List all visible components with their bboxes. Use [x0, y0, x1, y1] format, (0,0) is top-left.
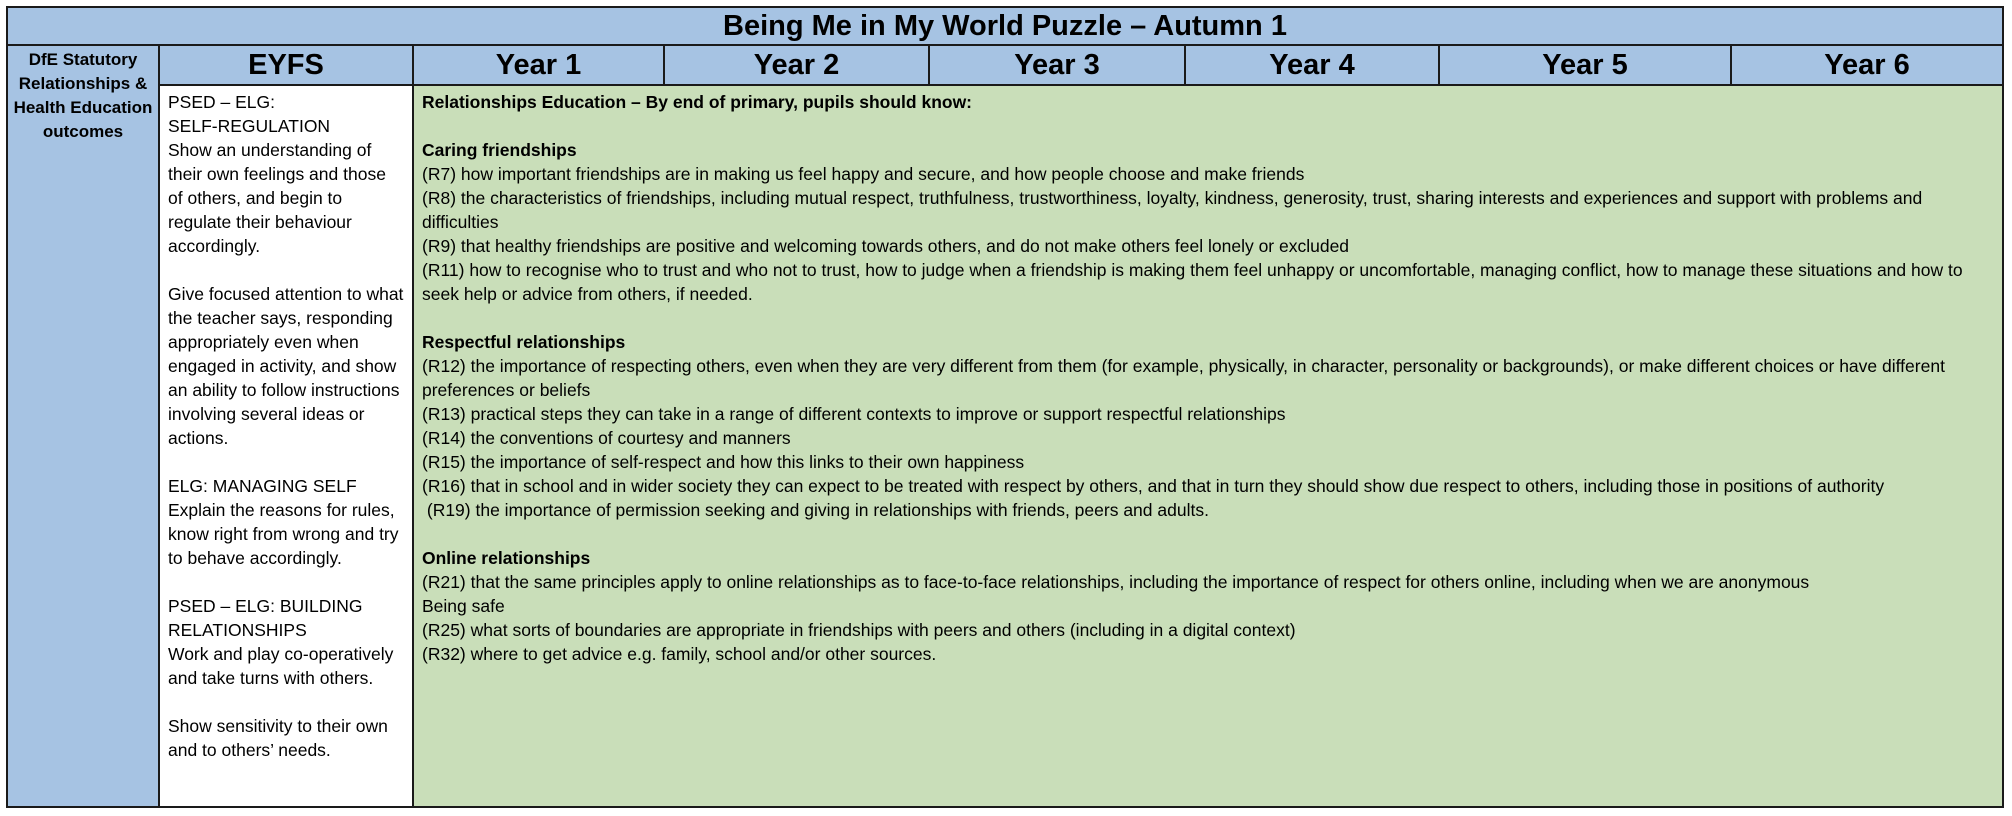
outcome-line: Being safe [422, 596, 505, 616]
outcome-line: (R21) that the same principles apply to online relationships as to face-to-face relationships, including the importance of respect for others online, including when we are anonymous [422, 572, 1810, 592]
header-year-2: Year 2 [665, 46, 930, 86]
outcome-line: (R12) the importance of respecting others, even when they are very different from them (for example, physically, in character, personality or backgrounds), or make different choices or have different preferences or beliefs [422, 356, 1945, 400]
header-year-5: Year 5 [1440, 46, 1732, 86]
section-caring-friendships [422, 138, 1994, 306]
outcome-line: (R8) the characteristics of friendships, including mutual respect, truthfulness, trustworthiness, loyalty, kindness, generosity, trust, sharing interests and experiences and support with problems and difficulties [422, 188, 1923, 232]
outcome-line: (R32) where to get advice e.g. family, school and/or other sources. [422, 644, 937, 664]
outcome-line: (R9) that healthy friendships are positive and welcoming towards others, and do not make others feel lonely or excluded [422, 236, 1350, 256]
eyfs-paragraph: ELG: MANAGING SELF Explain the reasons for rules, know right from wrong and try to behave accordingly. [168, 476, 399, 568]
dfe-outcomes-label: DfE Statutory Relationships & Health Education outcomes [8, 46, 160, 806]
outcome-line: (R11) how to recognise who to trust and who not to trust, how to judge when a friendship is making them feel unhappy or uncomfortable, managing conflict, how to manage these situations and how to seek help or advice from others, if needed. [422, 260, 1963, 304]
section-heading: Caring friendships [422, 140, 577, 160]
eyfs-paragraph: PSED – ELG: BUILDING RELATIONSHIPS Work and play co-operatively and take turns with others. [168, 596, 394, 688]
eyfs-content [160, 86, 414, 806]
eyfs-paragraph: Give focused attention to what the teacher says, responding appropriately even when engaged in activity, and show an ability to follow instructions involving several ideas or actions. [168, 284, 404, 448]
section-respectful-relationships [422, 330, 1994, 522]
header-year-3: Year 3 [930, 46, 1186, 86]
page-title: Being Me in My World Puzzle – Autumn 1 [8, 8, 2002, 46]
header-year-6: Year 6 [1732, 46, 2002, 86]
curriculum-table [6, 6, 2004, 808]
outcome-line: (R14) the conventions of courtesy and manners [422, 428, 791, 448]
section-heading: Online relationships [422, 548, 591, 568]
section-heading: Respectful relationships [422, 332, 626, 352]
outcome-line: (R7) how important friendships are in making us feel happy and secure, and how people choose and make friends [422, 164, 1305, 184]
header-year-1: Year 1 [414, 46, 665, 86]
outcome-line: (R15) the importance of self-respect and how this links to their own happiness [422, 452, 1025, 472]
outcome-line: (R16) that in school and in wider society they can expect to be treated with respect by others, and that in turn they should show due respect to others, including those in positions of authority [422, 476, 1885, 496]
outcome-line: (R13) practical steps they can take in a range of different contexts to improve or support respectful relationships [422, 404, 1286, 424]
relationships-education-content [414, 86, 2002, 806]
rse-intro: Relationships Education – By end of primary, pupils should know: [422, 92, 973, 112]
eyfs-paragraph: PSED – ELG: SELF-REGULATION Show an understanding of their own feelings and those of others, and begin to regulate their behaviour accordingly. [168, 92, 386, 256]
section-online-relationships [422, 546, 1994, 666]
eyfs-paragraph: Show sensitivity to their own and to others’ needs. [168, 716, 388, 760]
outcome-line: (R19) the importance of permission seeking and giving in relationships with friends, peers and adults. [422, 500, 1209, 520]
header-year-4: Year 4 [1186, 46, 1440, 86]
header-eyfs: EYFS [160, 46, 414, 86]
outcome-line: (R25) what sorts of boundaries are appropriate in friendships with peers and others (including in a digital context) [422, 620, 1296, 640]
